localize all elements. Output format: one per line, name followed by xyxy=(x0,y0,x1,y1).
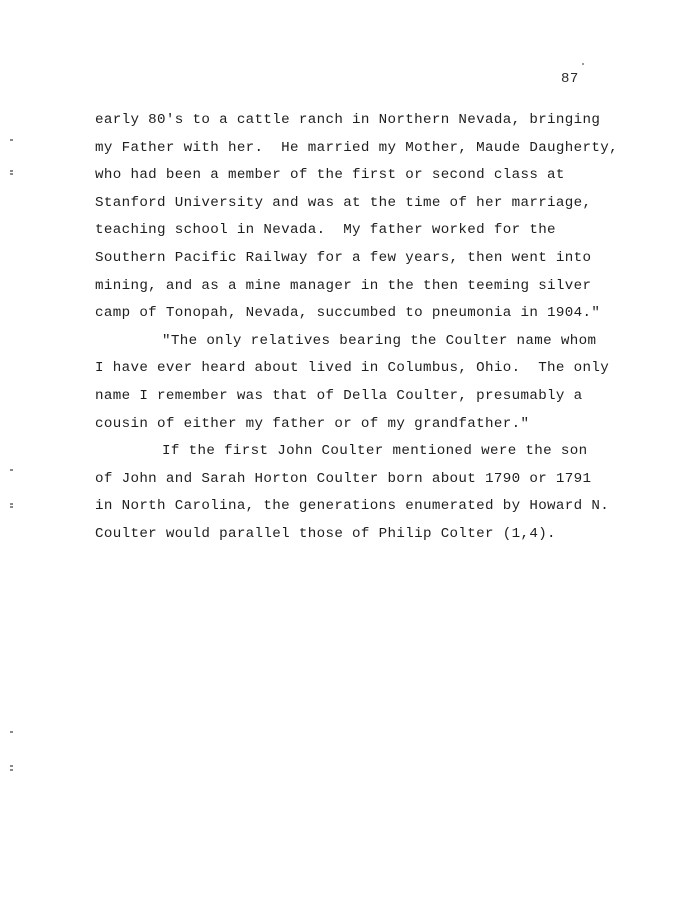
margin-mark xyxy=(10,503,13,505)
scan-speck xyxy=(582,63,584,65)
margin-mark xyxy=(10,170,13,172)
margin-mark xyxy=(10,765,13,767)
paragraph-start-line: "The only relatives bearing the Coulter name whom xyxy=(162,332,597,349)
text-line: name I remember was that of Della Coulter, presumably a xyxy=(95,387,583,404)
paragraph-start-line: If the first John Coulter mentioned were the son xyxy=(162,443,588,460)
page-number: 87 xyxy=(561,71,579,87)
text-line: camp of Tonopah, Nevada, succumbed to pneumonia in 1904." xyxy=(95,305,601,322)
margin-mark xyxy=(10,769,13,771)
body-text xyxy=(95,110,618,552)
margin-mark xyxy=(10,506,13,508)
text-line: I have ever heard about lived in Columbus, Ohio. The only xyxy=(95,360,610,377)
text-line: mining, and as a mine manager in the then teeming silver xyxy=(95,277,592,294)
text-line: in North Carolina, the generations enumerated by Howard N. xyxy=(95,498,610,515)
text-line: early 80's to a cattle ranch in Northern Nevada, bringing xyxy=(95,112,601,128)
text-line: teaching school in Nevada. My father worked for the xyxy=(95,222,556,239)
text-line: cousin of either my father or of my grandfather." xyxy=(95,415,530,432)
text-line: Southern Pacific Railway for a few years, then went into xyxy=(95,249,592,266)
text-line: Stanford University and was at the time of her marriage, xyxy=(95,194,592,211)
margin-mark xyxy=(10,731,13,733)
text-line: who had been a member of the first or second class at xyxy=(95,167,565,184)
margin-mark xyxy=(10,139,13,141)
text-line: Coulter would parallel those of Philip Colter (1,4). xyxy=(95,525,556,542)
margin-mark xyxy=(10,173,13,175)
text-line: of John and Sarah Horton Coulter born about 1790 or 1791 xyxy=(95,470,592,487)
margin-mark xyxy=(10,469,13,471)
text-line: my Father with her. He married my Mother, Maude Daugherty, xyxy=(95,139,618,156)
